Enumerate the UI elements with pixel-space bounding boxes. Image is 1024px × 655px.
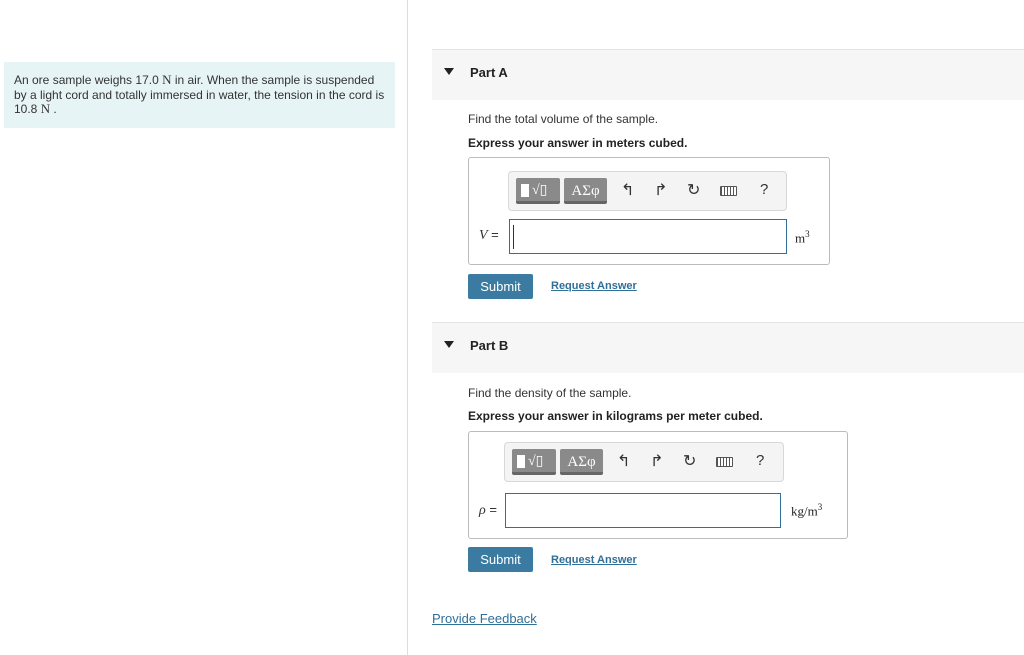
variable-symbol: V [479,228,488,243]
equals-sign: = [487,227,499,242]
part-a-express: Express your answer in meters cubed. [468,136,688,150]
unit-exponent: 3 [805,229,810,239]
variable-symbol: ρ [479,503,486,518]
radical-icon: √▯ [528,454,544,469]
collapse-triangle-icon[interactable] [444,341,454,348]
part-a-request-answer-link[interactable]: Request Answer [551,280,637,292]
radical-icon: √▯ [532,183,548,198]
unit-newton: N [162,72,172,87]
keyboard-icon[interactable] [720,186,737,196]
problem-text-2: in air. When the sample is suspended by a light cord and totally immersed in water, the tension in the cord is 10.8 [14,73,385,116]
variable-label [479,502,497,519]
help-button[interactable]: ? [756,452,765,469]
unit-label [795,229,810,246]
part-b-express: Express your answer in kilograms per meter cubed. [468,409,763,423]
math-toolbar [508,171,787,211]
unit-base: m [795,230,806,246]
part-b-header[interactable] [432,322,1024,373]
part-b-title: Part B [470,338,509,353]
math-toolbar [504,442,784,482]
help-button[interactable]: ? [760,181,769,198]
keyboard-icon[interactable] [716,457,733,467]
part-a-header[interactable] [432,49,1024,100]
reset-icon[interactable]: ↻ [683,453,697,470]
problem-text-1: An ore sample weighs 17.0 [14,73,159,87]
part-b-submit-button[interactable]: Submit [468,547,533,572]
problem-text-3: . [50,102,57,116]
text-caret [513,225,514,249]
greek-symbols-button[interactable]: ΑΣφ [564,178,607,204]
templates-button[interactable] [516,178,560,204]
redo-icon[interactable]: ↱ [654,182,668,199]
column-divider [407,0,408,655]
density-answer-input[interactable] [505,493,781,528]
part-b-answer-box [468,431,848,539]
unit-base: kg/m [791,503,818,519]
part-b-request-answer-link[interactable]: Request Answer [551,554,637,566]
provide-feedback-link[interactable]: Provide Feedback [432,611,537,626]
collapse-triangle-icon[interactable] [444,68,454,75]
equals-sign: = [485,502,497,517]
part-a-title: Part A [470,65,508,80]
reset-icon[interactable]: ↻ [687,182,701,199]
part-a-submit-button[interactable]: Submit [468,274,533,299]
templates-button[interactable] [512,449,556,475]
unit-label [791,502,822,519]
greek-symbols-button[interactable]: ΑΣφ [560,449,603,475]
template-square-icon [517,455,525,468]
unit-exponent: 3 [817,502,823,512]
part-b-question: Find the density of the sample. [468,386,632,400]
volume-answer-input[interactable] [509,219,787,254]
part-a-question: Find the total volume of the sample. [468,112,659,126]
unit-newton-2: N [40,101,51,116]
variable-label [479,227,499,244]
part-a-answer-box [468,157,830,265]
redo-icon[interactable]: ↱ [650,453,664,470]
undo-icon[interactable]: ↰ [621,182,635,199]
undo-icon[interactable]: ↰ [617,453,631,470]
problem-statement [4,62,395,128]
template-square-icon [521,184,529,197]
